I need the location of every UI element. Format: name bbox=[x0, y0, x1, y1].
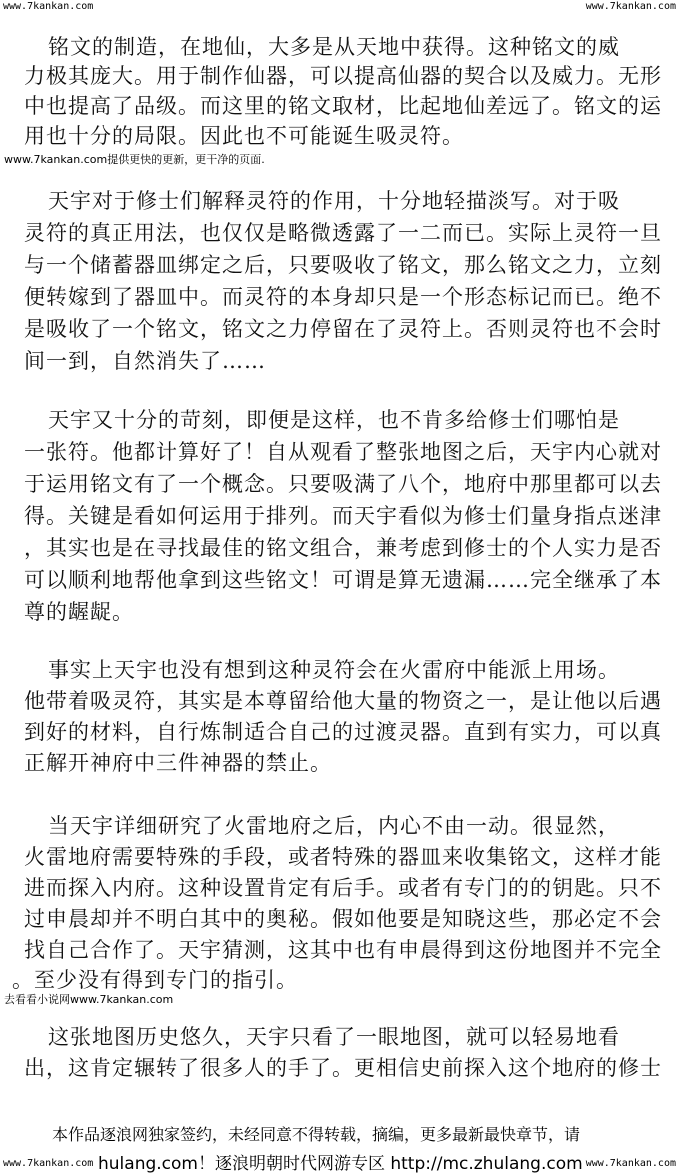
text-line: 。至少没有得到专门的指引。 bbox=[12, 968, 298, 992]
site-note-1: www.7kankan.com提供更快的更新，更干净的页面. bbox=[4, 153, 265, 166]
text-line: 他带着吸灵符，其实是本尊留给他大量的物资之一，是让他以后遇 bbox=[24, 689, 662, 713]
text-line: 灵符的真正用法，也仅仅是略微透露了一二而已。实际上灵符一旦 bbox=[24, 221, 662, 245]
text-line: 出，这肯定辗转了很多人的手了。更相信史前探入这个地府的修士 bbox=[24, 1056, 662, 1080]
text-line: ，其实也是在寻找最佳的铭文组合，兼考虑到修士的个人实力是否 bbox=[24, 536, 662, 560]
text-line: 间一到，自然消失了…… bbox=[24, 349, 266, 373]
text-line: 于运用铭文有了一个概念。只要吸满了八个，地府中那里都可以去 bbox=[24, 472, 662, 496]
footer-url-right: www.7kankan.com bbox=[585, 1158, 676, 1169]
text-line: 是吸收了一个铭文，铭文之力停留在了灵符上。否则灵符也不会时 bbox=[24, 317, 662, 341]
text-line: 可以顺利地帮他拿到这些铭文！可谓是算无遗漏……完全继承了本 bbox=[24, 568, 662, 592]
text-line: 力极其庞大。用于制作仙器，可以提高仙器的契合以及威力。无形 bbox=[24, 64, 662, 88]
text-line: 尊的龌龊。 bbox=[24, 600, 134, 624]
header-url-right: www.7kankan.com bbox=[585, 1, 676, 12]
site-note-2: 去看看小说网www.7kankan.com bbox=[4, 993, 174, 1006]
text-line: 到好的材料，自行炼制适合自己的过渡灵器。直到有实力，可以真 bbox=[24, 720, 662, 744]
text-line: 事实上天宇也没有想到这种灵符会在火雷府中能派上用场。 bbox=[48, 658, 620, 682]
text-line: 用也十分的局限。因此也不可能诞生吸灵符。 bbox=[24, 124, 464, 148]
text-line: 天宇又十分的苛刻，即便是这样，也不肯多给修士们哪怕是 bbox=[48, 408, 620, 432]
text-line: 铭文的制造，在地仙，大多是从天地中获得。这种铭文的威 bbox=[48, 35, 620, 59]
text-line: 与一个储蓄器皿绑定之后，只要吸收了铭文，那么铭文之力，立刻 bbox=[24, 253, 662, 277]
text-line: 进而探入内府。这种设置肯定有后手。或者有专门的的钥匙。只不 bbox=[24, 876, 662, 900]
text-line: 一张符。他都计算好了！自从观看了整张地图之后，天宇内心就对 bbox=[24, 440, 662, 464]
text-line: 得。关键是看如何运用于排列。而天宇看似为修士们量身指点迷津 bbox=[24, 504, 662, 528]
header-url-left: www.7kankan.com bbox=[3, 1, 94, 12]
footer-url-left: www.7kankan.com bbox=[3, 1158, 94, 1169]
text-line: 过申晨却并不明白其中的奥秘。假如他要是知晓这些，那必定不会 bbox=[24, 907, 662, 931]
footer-notice-line-1: 本作品逐浪网独家签约，未经同意不得转载，摘编，更多最新最快章节，请 bbox=[52, 1125, 581, 1144]
text-line: 中也提高了品级。而这里的铭文取材，比起地仙差远了。铭文的运 bbox=[24, 94, 662, 118]
text-line: 当天宇详细研究了火雷地府之后，内心不由一动。很显然， bbox=[48, 814, 620, 838]
text-line: 火雷地府需要特殊的手段，或者特殊的器皿来收集铭文，这样才能 bbox=[24, 845, 662, 869]
text-line: 这张地图历史悠久，天宇只看了一眼地图，就可以轻易地看 bbox=[48, 1025, 620, 1049]
footer-notice-line-2[interactable]: hulang.com！逐浪明朝时代网游专区 http://mc.zhulang.com bbox=[98, 1154, 583, 1174]
text-line: 便转嫁到了器皿中。而灵符的本身却只是一个形态标记而已。绝不 bbox=[24, 285, 662, 309]
text-line: 天宇对于修士们解释灵符的作用，十分地轻描淡写。对于吸 bbox=[48, 189, 620, 213]
text-line: 找自己合作了。天宇猜测，这其中也有申晨得到这份地图并不完全 bbox=[24, 938, 662, 962]
text-line: 正解开神府中三件神器的禁止。 bbox=[24, 751, 332, 775]
